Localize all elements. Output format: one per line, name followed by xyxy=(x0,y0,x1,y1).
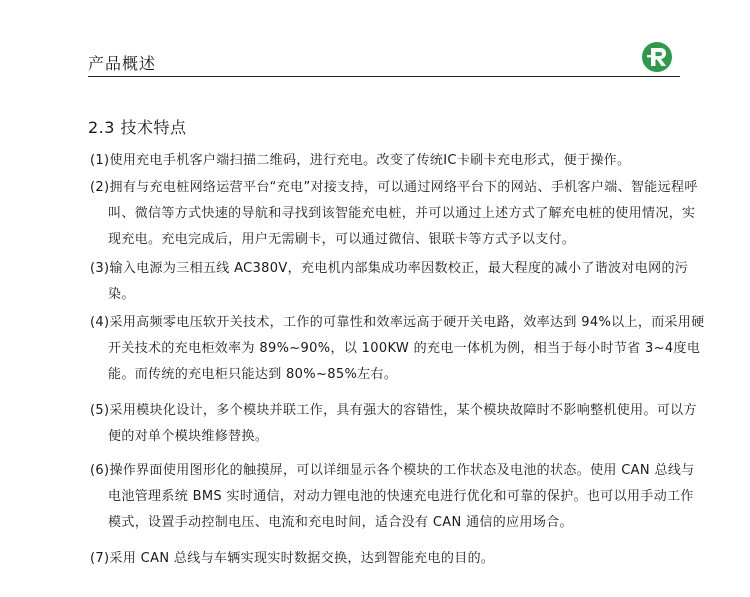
feature-item: (5)采用模块化设计，多个模块并联工作，具有强大的容错性，某个模块故障时不影响整机使用。可以方便的对单个模块维修替换。 xyxy=(90,403,697,444)
feature-item: (4)采用高频零电压软开关技术，工作的可靠性和效率远高于硬开关电路，效率达到 94%以上，而采用硬开关技术的充电柜效率为 89%~90%，以 100KW 的充电一体机为例，相当于每小时节省 3~4度电能。而传统的充电柜只能达到 80%~85%左右。 xyxy=(90,315,705,382)
feature-item: (2)拥有与充电桩网络运营平台“充电”对接支持，可以通过网络平台下的网站、手机客户端、智能远程呼叫、微信等方式快速的导航和寻找到该智能充电桩，并可以通过上述方式了解充电桩的使用情况，实现充电。充电完成后，用户无需刷卡，可以通过微信、银联卡等方式予以支付。 xyxy=(90,180,698,247)
company-logo-icon xyxy=(641,41,673,73)
logo-graphic xyxy=(641,41,673,73)
feature-item: (3)输入电源为三相五线 AC380V，充电机内部集成功率因数校正，最大程度的减小了谐波对电网的污染。 xyxy=(90,261,689,302)
logo-bar xyxy=(647,55,655,57)
header-divider xyxy=(88,76,680,77)
feature-item: (7)采用 CAN 总线与车辆实现实时数据交换，达到智能充电的目的。 xyxy=(90,551,495,566)
header-title: 产品概述 xyxy=(88,54,157,73)
section-title: 2.3 技术特点 xyxy=(88,118,187,137)
feature-item: (6)操作界面使用图形化的触摸屏，可以详细显示各个模块的工作状态及电池的状态。使用 CAN 总线与电池管理系统 BMS 实时通信，对动力锂电池的快速充电进行优化和可靠的保护。也可以用手动工作模式，设置手动控制电压、电流和充电时间，适合没有 CAN 通信的应用场合。 xyxy=(90,463,695,530)
feature-item: (1)使用充电手机客户端扫描二维码，进行充电。改变了传统IC卡刷卡充电形式，便于操作。 xyxy=(90,153,631,168)
page-header xyxy=(88,52,680,77)
